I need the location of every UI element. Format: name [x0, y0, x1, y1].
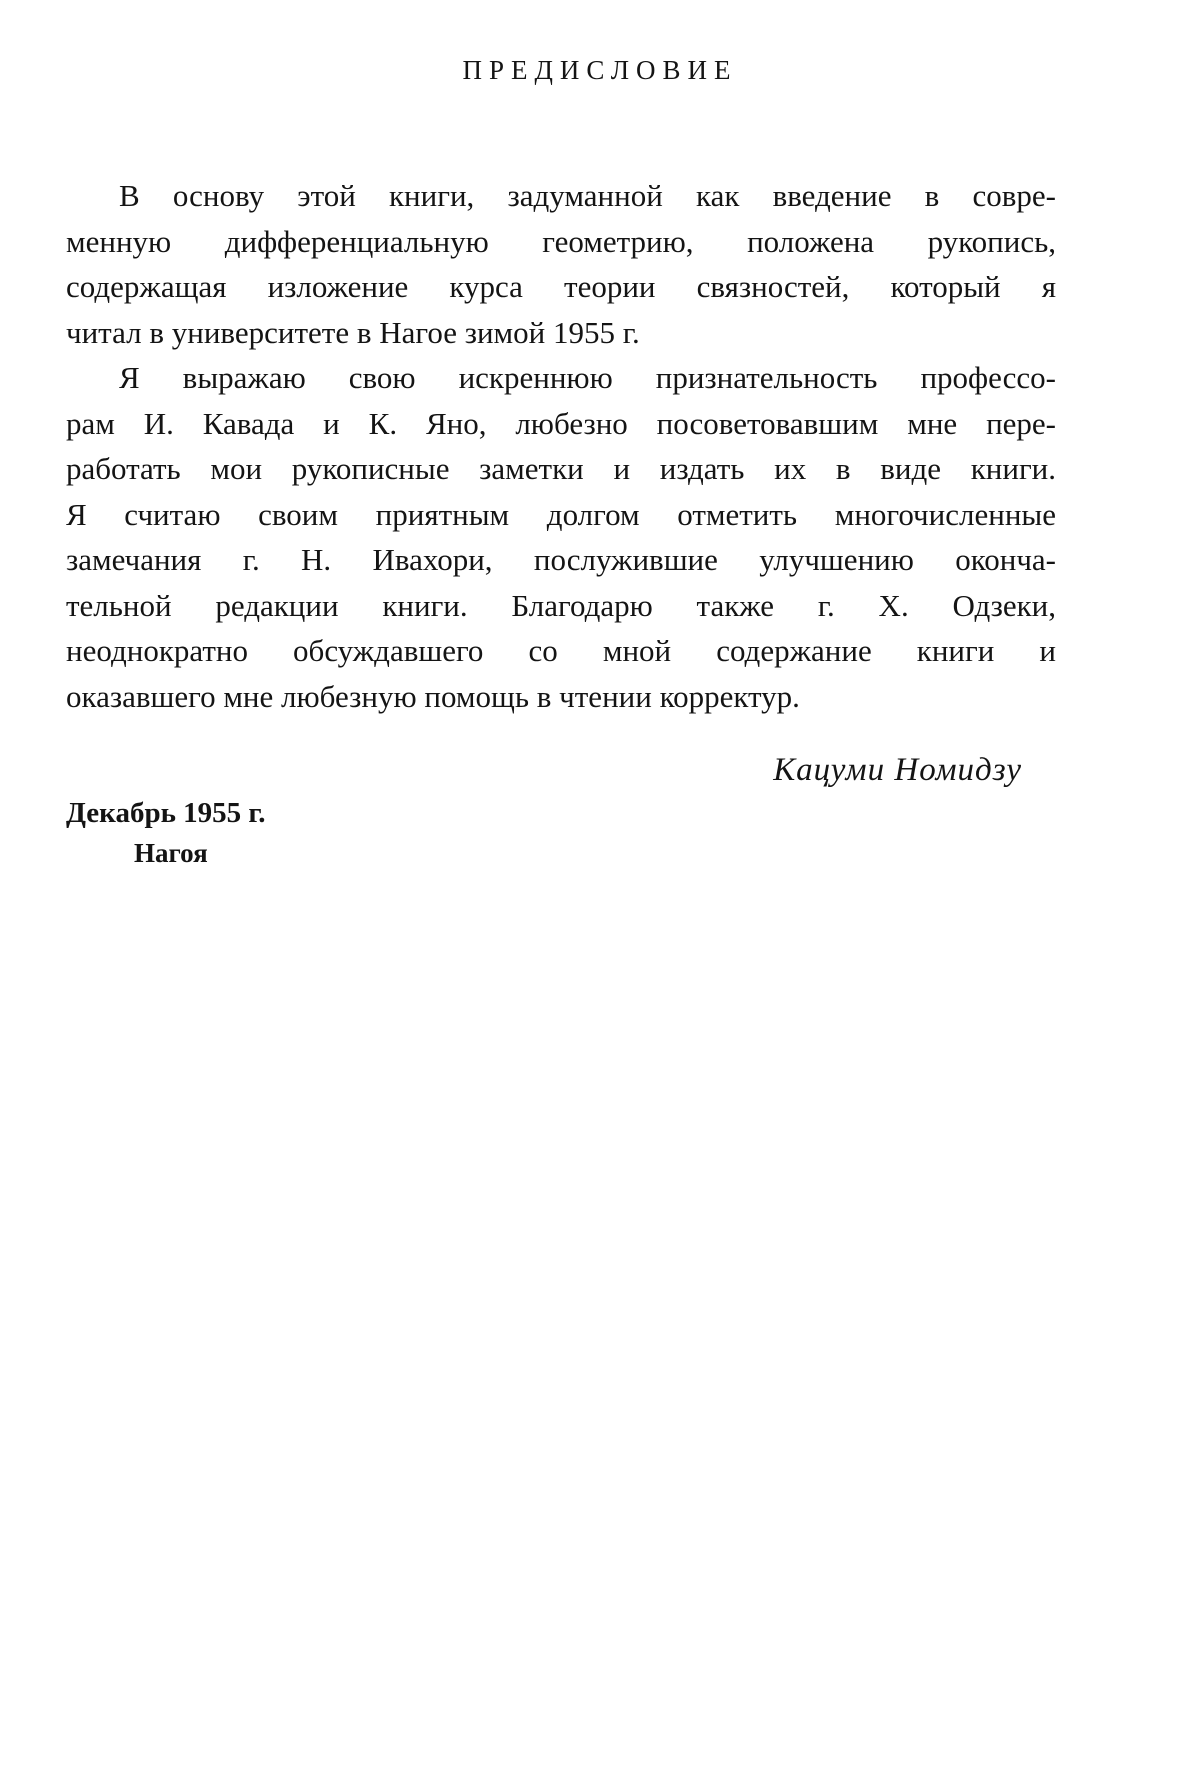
preface-body	[66, 173, 1056, 719]
text-line: содержащая изложение курса теории связностей, который я	[66, 269, 1056, 304]
text-line: неоднократно обсуждавшего со мной содержание книги и	[66, 633, 1056, 668]
text-line: Я считаю своим приятным долгом отметить многочисленные	[66, 496, 1056, 532]
text-line: оказавшего мне любезную помощь в чтении корректур.	[66, 678, 800, 714]
page-title: ПРЕДИСЛОВИЕ	[462, 55, 738, 85]
paragraph-1	[66, 173, 1056, 355]
text-line: тельной редакции книги. Благодарю также г. Х. Одзеки,	[66, 587, 1056, 623]
text-line: Я выражаю свою искреннюю признательность профессо-	[119, 360, 1056, 395]
place-line: Нагоя	[134, 838, 208, 868]
text-line: менную дифференциальную геометрию, положена рукопись,	[66, 223, 1056, 259]
text-line: замечания г. Н. Ивахори, послужившие улучшению оконча-	[66, 542, 1056, 577]
text-line: рам И. Кавада и К. Яно, любезно посоветовавшим мне пере-	[66, 405, 1056, 441]
author-signature: Кацуми Номидзу	[773, 752, 1022, 788]
date-line: Декабрь 1955 г.	[66, 797, 266, 829]
text-line: читал в университете в Нагое зимой 1955 г.	[66, 314, 640, 350]
text-line: В основу этой книги, задуманной как введение в совре-	[119, 178, 1056, 213]
text-line: работать мои рукописные заметки и издать их в виде книги.	[66, 451, 1056, 486]
paragraph-2	[66, 355, 1056, 719]
